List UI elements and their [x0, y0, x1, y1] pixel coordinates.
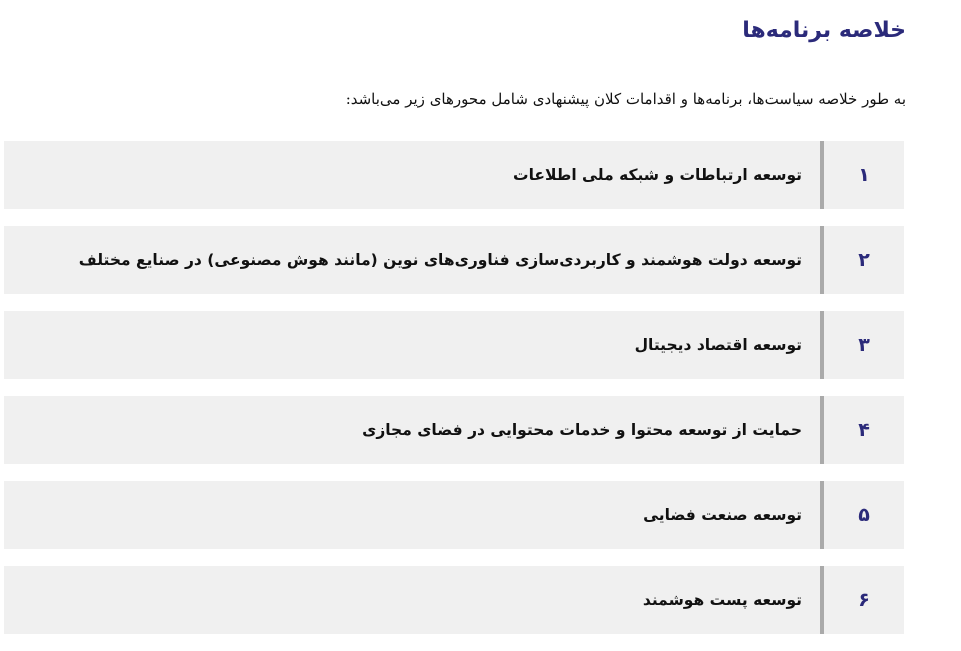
- program-list: [4, 141, 904, 651]
- item-number: ۲: [858, 249, 870, 271]
- list-item: [4, 226, 904, 294]
- item-number: ۶: [858, 589, 870, 611]
- divider: [820, 311, 824, 379]
- divider: [820, 226, 824, 294]
- item-number: ۵: [858, 504, 870, 526]
- item-label: حمایت از توسعه محتوا و خدمات محتوایی در فضای مجازی: [362, 421, 802, 439]
- item-label: توسعه صنعت فضایی: [643, 506, 802, 524]
- divider: [820, 141, 824, 209]
- item-label: توسعه دولت هوشمند و کاربردی‌سازی فناوری‌های نوین (مانند هوش مصنوعی) در صنایع مختلف: [78, 251, 802, 269]
- page-title: خلاصه برنامه‌ها: [742, 18, 906, 43]
- item-number: ۴: [858, 419, 870, 441]
- item-number: ۱: [858, 164, 870, 186]
- divider: [820, 481, 824, 549]
- item-label: توسعه ارتباطات و شبکه ملی اطلاعات: [513, 166, 802, 184]
- item-label: توسعه اقتصاد دیجیتال: [634, 336, 802, 354]
- divider: [820, 566, 824, 634]
- intro-text: به طور خلاصه سیاست‌ها، برنامه‌ها و اقدامات کلان پیشنهادی شامل محورهای زیر می‌باشد:: [345, 90, 906, 108]
- list-item: [4, 566, 904, 634]
- list-item: [4, 311, 904, 379]
- item-number: ۳: [858, 334, 870, 356]
- divider: [820, 396, 824, 464]
- list-item: [4, 481, 904, 549]
- item-label: توسعه پست هوشمند: [642, 591, 802, 609]
- list-item: [4, 396, 904, 464]
- list-item: [4, 141, 904, 209]
